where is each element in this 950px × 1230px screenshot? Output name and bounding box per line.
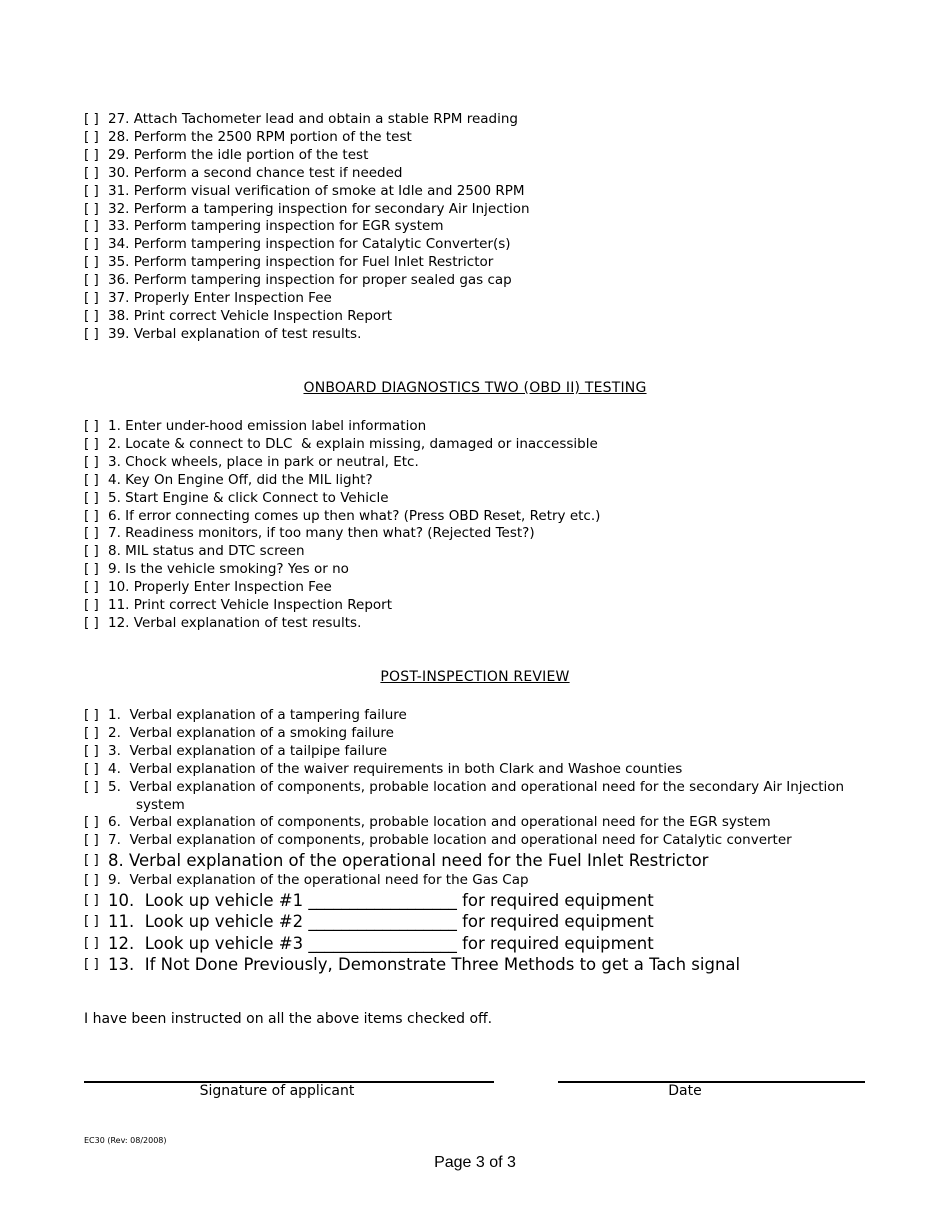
checkbox[interactable]: [ ] xyxy=(84,707,99,723)
step-text: 10. Look up vehicle #1 __________________ for required equipment xyxy=(108,890,654,910)
list-item[interactable] xyxy=(84,890,844,912)
tailpipe-steps-list xyxy=(84,111,530,344)
checkbox[interactable]: [ ] xyxy=(84,543,99,560)
checkbox[interactable]: [ ] xyxy=(84,182,99,199)
list-item[interactable] xyxy=(84,272,530,290)
step-text: 36. Perform tampering inspection for proper sealed gas cap xyxy=(108,272,512,289)
list-item[interactable] xyxy=(84,508,600,526)
step-text: 8. Verbal explanation of the operational need for the Fuel Inlet Restrictor xyxy=(108,851,709,871)
checkbox[interactable]: [ ] xyxy=(84,307,99,324)
list-item[interactable] xyxy=(84,725,844,743)
step-text: 37. Properly Enter Inspection Fee xyxy=(108,290,332,307)
checkbox[interactable]: [ ] xyxy=(84,507,99,524)
checkbox[interactable]: [ ] xyxy=(84,934,99,951)
list-item[interactable] xyxy=(84,911,844,933)
step-text: 35. Perform tampering inspection for Fuel Inlet Restrictor xyxy=(108,254,494,271)
checkbox[interactable]: [ ] xyxy=(84,913,99,930)
step-text: 5. Verbal explanation of components, probable location and operational need for the secondary Air Injection xyxy=(108,778,845,795)
checkbox[interactable]: [ ] xyxy=(84,218,99,235)
step-text: 9. Is the vehicle smoking? Yes or no xyxy=(108,561,349,578)
form-revision: EC30 (Rev: 08/2008) xyxy=(84,1136,167,1145)
list-item[interactable] xyxy=(84,954,844,976)
step-text: 39. Verbal explanation of test results. xyxy=(108,325,362,342)
list-item[interactable] xyxy=(84,525,600,543)
checkbox[interactable]: [ ] xyxy=(84,760,99,777)
list-item[interactable] xyxy=(84,129,530,147)
review-section-heading: POST-INSPECTION REVIEW xyxy=(380,669,570,685)
checkbox[interactable]: [ ] xyxy=(84,236,99,253)
checkbox[interactable]: [ ] xyxy=(84,956,99,973)
list-item[interactable] xyxy=(84,326,530,344)
step-text: 5. Start Engine & click Connect to Vehicle xyxy=(108,489,389,506)
step-text: 4. Key On Engine Off, did the MIL light? xyxy=(108,471,373,488)
step-text-continuation: system xyxy=(136,796,185,813)
step-text: 12. Verbal explanation of test results. xyxy=(108,614,362,631)
list-item[interactable] xyxy=(84,254,530,272)
checkbox[interactable]: [ ] xyxy=(84,832,99,849)
checkbox[interactable]: [ ] xyxy=(84,561,99,578)
step-text: 7. Verbal explanation of components, probable location and operational need for Catalytic converter xyxy=(108,832,792,849)
list-item[interactable] xyxy=(84,201,530,219)
list-item[interactable] xyxy=(84,832,844,850)
list-item-continuation xyxy=(84,797,844,815)
checkbox[interactable]: [ ] xyxy=(84,597,99,614)
checkbox[interactable]: [ ] xyxy=(84,435,99,452)
list-item[interactable] xyxy=(84,290,530,308)
list-item[interactable] xyxy=(84,308,530,326)
review-steps-list xyxy=(84,707,844,976)
checkbox[interactable]: [ ] xyxy=(84,290,99,307)
list-item[interactable] xyxy=(84,472,600,490)
list-item[interactable] xyxy=(84,454,600,472)
step-text: 30. Perform a second chance test if needed xyxy=(108,164,403,181)
checkbox[interactable]: [ ] xyxy=(84,272,99,289)
checkbox[interactable]: [ ] xyxy=(84,814,99,831)
step-text: 6. Verbal explanation of components, probable location and operational need for the EGR system xyxy=(108,814,771,831)
list-item[interactable] xyxy=(84,147,530,165)
step-text: 28. Perform the 2500 RPM portion of the test xyxy=(108,128,412,145)
checkbox[interactable]: [ ] xyxy=(84,742,99,759)
checkbox[interactable]: [ ] xyxy=(84,146,99,163)
checkbox[interactable]: [ ] xyxy=(84,418,99,434)
checkbox[interactable]: [ ] xyxy=(84,325,99,342)
checkbox[interactable]: [ ] xyxy=(84,852,99,869)
list-item[interactable] xyxy=(84,761,844,779)
step-text: 11. Look up vehicle #2 __________________ for required equipment xyxy=(108,912,654,932)
list-item[interactable] xyxy=(84,814,844,832)
list-item[interactable] xyxy=(84,165,530,183)
checkbox[interactable]: [ ] xyxy=(84,489,99,506)
list-item[interactable] xyxy=(84,579,600,597)
checkbox[interactable]: [ ] xyxy=(84,724,99,741)
obd-section-heading: ONBOARD DIAGNOSTICS TWO (OBD II) TESTING xyxy=(303,380,647,396)
step-text: 2. Locate & connect to DLC & explain missing, damaged or inaccessible xyxy=(108,435,598,452)
checkbox[interactable]: [ ] xyxy=(84,471,99,488)
checkbox[interactable]: [ ] xyxy=(84,871,99,888)
page-number: Page 3 of 3 xyxy=(434,1154,516,1171)
step-text: 1. Verbal explanation of a tampering failure xyxy=(108,707,407,723)
list-item[interactable] xyxy=(84,933,844,955)
checkbox[interactable]: [ ] xyxy=(84,200,99,217)
obd-steps-list xyxy=(84,418,600,633)
signature-label: Signature of applicant xyxy=(199,1083,355,1099)
list-item[interactable] xyxy=(84,218,530,236)
step-text: 9. Verbal explanation of the operational need for the Gas Cap xyxy=(108,871,529,888)
step-text: 10. Properly Enter Inspection Fee xyxy=(108,579,332,596)
checkbox[interactable]: [ ] xyxy=(84,778,99,795)
checkbox[interactable]: [ ] xyxy=(84,579,99,596)
list-item[interactable] xyxy=(84,561,600,579)
step-text: 8. MIL status and DTC screen xyxy=(108,543,305,560)
date-label: Date xyxy=(668,1083,702,1099)
step-text: 31. Perform visual verification of smoke at Idle and 2500 RPM xyxy=(108,182,525,199)
checkbox[interactable]: [ ] xyxy=(84,891,99,908)
step-text: 7. Readiness monitors, if too many then what? (Rejected Test?) xyxy=(108,525,535,542)
checkbox[interactable]: [ ] xyxy=(84,111,99,127)
list-item[interactable] xyxy=(84,597,600,615)
step-text: 27. Attach Tachometer lead and obtain a stable RPM reading xyxy=(108,111,518,127)
step-text: 29. Perform the idle portion of the test xyxy=(108,146,369,163)
step-text: 33. Perform tampering inspection for EGR system xyxy=(108,218,444,235)
list-item[interactable] xyxy=(84,418,600,436)
step-text: 2. Verbal explanation of a smoking failure xyxy=(108,724,394,741)
step-text: 3. Verbal explanation of a tailpipe failure xyxy=(108,742,388,759)
step-text: 13. If Not Done Previously, Demonstrate Three Methods to get a Tach signal xyxy=(108,955,741,975)
list-item[interactable] xyxy=(84,707,844,725)
step-text: 6. If error connecting comes up then what? (Press OBD Reset, Retry etc.) xyxy=(108,507,601,524)
list-item[interactable] xyxy=(84,779,844,797)
step-text: 34. Perform tampering inspection for Catalytic Converter(s) xyxy=(108,236,511,253)
checkbox[interactable]: [ ] xyxy=(84,128,99,145)
list-item[interactable] xyxy=(84,436,600,454)
checkbox[interactable]: [ ] xyxy=(84,614,99,631)
list-item[interactable] xyxy=(84,543,600,561)
step-text: 1. Enter under-hood emission label information xyxy=(108,418,427,434)
checkbox[interactable]: [ ] xyxy=(84,254,99,271)
checkbox[interactable]: [ ] xyxy=(84,453,99,470)
step-text: 3. Chock wheels, place in park or neutral, Etc. xyxy=(108,453,419,470)
list-item[interactable] xyxy=(84,183,530,201)
step-text: 4. Verbal explanation of the waiver requirements in both Clark and Washoe counties xyxy=(108,760,683,777)
step-text: 11. Print correct Vehicle Inspection Report xyxy=(108,597,393,614)
list-item[interactable] xyxy=(84,236,530,254)
checkbox[interactable]: [ ] xyxy=(84,525,99,542)
step-text: 32. Perform a tampering inspection for secondary Air Injection xyxy=(108,200,530,217)
list-item[interactable] xyxy=(84,872,844,890)
list-item[interactable] xyxy=(84,615,600,633)
list-item[interactable] xyxy=(84,111,530,129)
step-text: 12. Look up vehicle #3 __________________ for required equipment xyxy=(108,933,654,953)
list-item[interactable] xyxy=(84,850,844,872)
list-item[interactable] xyxy=(84,743,844,761)
step-text: 38. Print correct Vehicle Inspection Report xyxy=(108,307,393,324)
instruction-statement: I have been instructed on all the above items checked off. xyxy=(84,1011,493,1027)
checkbox[interactable]: [ ] xyxy=(84,164,99,181)
list-item[interactable] xyxy=(84,490,600,508)
